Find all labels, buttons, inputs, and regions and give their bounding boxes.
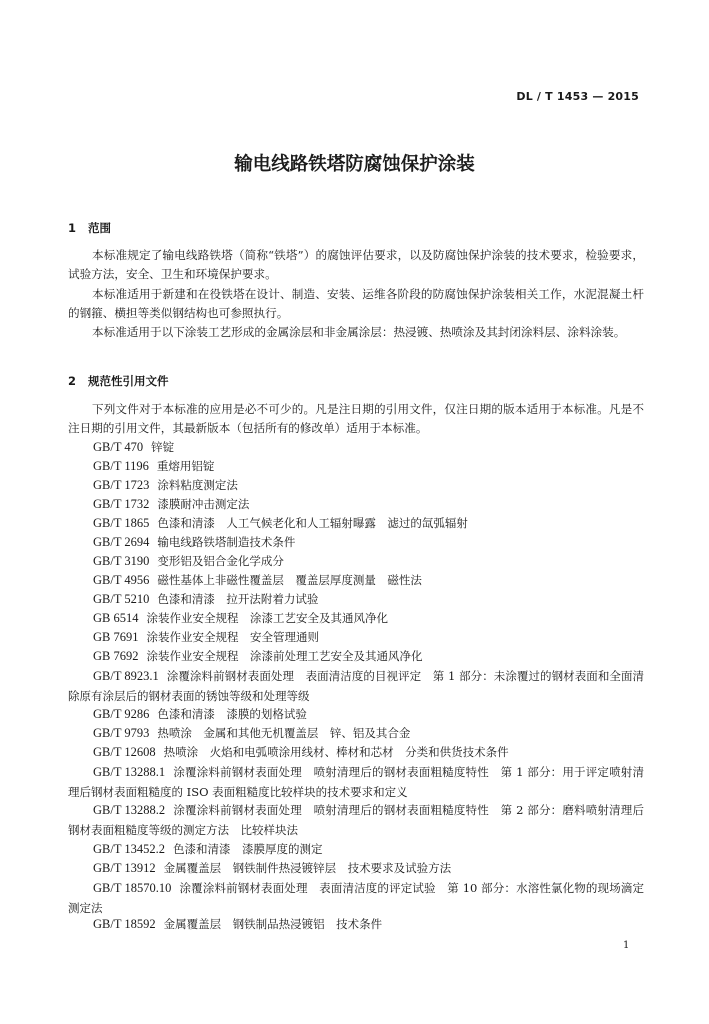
section-number: 2 bbox=[68, 374, 77, 388]
reference-title: 涂覆涂料前钢材表面处理 喷射清理后的钢材表面粗糙度特性 第 1 部分：用于评定喷射清理后钢材表面粗糙度的 ISO 表面粗糙度比较样块的技术要求和定义 bbox=[68, 765, 644, 799]
reference-title: 金属覆盖层 钢铁制品热浸镀铝 技术条件 bbox=[163, 917, 383, 931]
section-title: 规范性引用文件 bbox=[88, 374, 169, 388]
scope-paragraph-2: 本标准适用于新建和在役铁塔在设计、制造、安装、运维各阶段的防腐蚀保护涂装相关工作，水泥混凝土杆的钢箍、横担等类似钢结构也可参照执行。 bbox=[68, 287, 644, 321]
reference-item bbox=[93, 533, 295, 552]
reference-title: 涂覆涂料前钢材表面处理 表面清洁度的评定试验 第 10 部分：水溶性氯化物的现场滴定测定法 bbox=[68, 881, 644, 915]
reference-title: 色漆和清漆 漆膜的划格试验 bbox=[157, 707, 307, 721]
reference-item bbox=[93, 609, 388, 628]
reference-code: GB 7691 bbox=[93, 630, 139, 644]
reference-title: 涂装作业安全规程 涂漆前处理工艺安全及其通风净化 bbox=[146, 649, 423, 663]
reference-title: 热喷涂 金属和其他无机覆盖层 锌、铝及其合金 bbox=[157, 726, 411, 740]
reference-code: GB/T 13288.2 bbox=[93, 803, 166, 817]
reference-item bbox=[68, 878, 644, 918]
reference-item bbox=[93, 590, 318, 609]
reference-code: GB/T 8923.1 bbox=[93, 669, 159, 683]
reference-item bbox=[93, 647, 423, 666]
reference-code: GB/T 1196 bbox=[93, 459, 149, 473]
section-2-heading bbox=[68, 373, 169, 389]
section-number: 1 bbox=[68, 221, 77, 235]
reference-code: GB/T 18592 bbox=[93, 917, 156, 931]
reference-title: 色漆和清漆 拉开法附着力试验 bbox=[157, 592, 319, 606]
reference-code: GB/T 5210 bbox=[93, 592, 150, 606]
references-intro: 下列文件对于本标准的应用是必不可少的。凡是注日期的引用文件，仅注日期的版本适用于本标准。凡是不注日期的引用文件，其最新版本（包括所有的修改单）适用于本标准。 bbox=[68, 402, 644, 436]
document-title: 输电线路铁塔防腐蚀保护涂装 bbox=[234, 154, 475, 175]
reference-title: 锌锭 bbox=[151, 440, 175, 454]
reference-item bbox=[93, 705, 307, 724]
reference-title: 涂覆涂料前钢材表面处理 喷射清理后的钢材表面粗糙度特性 第 2 部分：磨料喷射清理后钢材表面粗糙度等级的测定方法 比较样块法 bbox=[68, 803, 644, 837]
reference-code: GB/T 2694 bbox=[93, 535, 150, 549]
reference-title: 涂装作业安全规程 涂漆工艺安全及其通风净化 bbox=[146, 611, 388, 625]
reference-item bbox=[93, 724, 410, 743]
reference-code: GB 6514 bbox=[93, 611, 139, 625]
reference-code: GB/T 9286 bbox=[93, 707, 150, 721]
reference-item bbox=[93, 438, 174, 457]
section-title: 范围 bbox=[88, 221, 111, 235]
reference-code: GB/T 13912 bbox=[93, 861, 156, 875]
reference-item bbox=[93, 514, 468, 533]
reference-item bbox=[93, 476, 238, 495]
reference-item bbox=[93, 457, 214, 476]
reference-item bbox=[93, 859, 451, 878]
reference-code: GB/T 13452.2 bbox=[93, 842, 165, 856]
reference-title: 磁性基体上非磁性覆盖层 覆盖层厚度测量 磁性法 bbox=[157, 573, 422, 587]
reference-title: 涂料粘度测定法 bbox=[157, 478, 238, 492]
reference-item bbox=[93, 915, 382, 934]
reference-title: 涂覆涂料前钢材表面处理 表面清洁度的目视评定 第 1 部分：未涂覆过的钢材表面和全面清除原有涂层后的钢材表面的锈蚀等级和处理等级 bbox=[68, 669, 644, 703]
reference-item bbox=[93, 743, 509, 762]
reference-item bbox=[68, 800, 644, 840]
reference-item bbox=[93, 552, 284, 571]
reference-code: GB 7692 bbox=[93, 649, 139, 663]
reference-code: GB/T 1723 bbox=[93, 478, 150, 492]
reference-code: GB/T 12608 bbox=[93, 745, 156, 759]
reference-item bbox=[93, 628, 319, 647]
reference-title: 热喷涂 火焰和电弧喷涂用线材、棒材和芯材 分类和供货技术条件 bbox=[163, 745, 509, 759]
reference-title: 色漆和清漆 漆膜厚度的测定 bbox=[173, 842, 323, 856]
reference-item bbox=[93, 495, 249, 514]
reference-item bbox=[68, 762, 644, 802]
reference-title: 涂装作业安全规程 安全管理通则 bbox=[146, 630, 319, 644]
section-1-heading bbox=[68, 220, 111, 236]
reference-code: GB/T 470 bbox=[93, 440, 144, 454]
reference-code: GB/T 18570.10 bbox=[93, 881, 172, 895]
reference-item bbox=[93, 571, 422, 590]
reference-title: 金属覆盖层 钢铁制件热浸镀锌层 技术要求及试验方法 bbox=[163, 861, 452, 875]
reference-code: GB/T 13288.1 bbox=[93, 765, 166, 779]
reference-code: GB/T 3190 bbox=[93, 554, 150, 568]
reference-code: GB/T 1732 bbox=[93, 497, 150, 511]
reference-item bbox=[68, 666, 644, 706]
reference-item bbox=[93, 840, 323, 859]
reference-title: 输电线路铁塔制造技术条件 bbox=[157, 535, 296, 549]
reference-title: 色漆和清漆 人工气候老化和人工辐射曝露 滤过的氙弧辐射 bbox=[157, 516, 468, 530]
reference-title: 漆膜耐冲击测定法 bbox=[157, 497, 250, 511]
reference-code: GB/T 4956 bbox=[93, 573, 150, 587]
scope-paragraph-3: 本标准适用于以下涂装工艺形成的金属涂层和非金属涂层：热浸镀、热喷涂及其封闭涂料层、涂料涂装。 bbox=[92, 325, 626, 339]
standard-number: DL / T 1453 — 2015 bbox=[516, 90, 639, 103]
reference-code: GB/T 1865 bbox=[93, 516, 150, 530]
page-number: 1 bbox=[623, 940, 630, 951]
reference-title: 变形铝及铝合金化学成分 bbox=[157, 554, 284, 568]
reference-code: GB/T 9793 bbox=[93, 726, 150, 740]
reference-title: 重熔用铝锭 bbox=[156, 459, 215, 473]
scope-paragraph-1: 本标准规定了输电线路铁塔（简称“铁塔”）的腐蚀评估要求，以及防腐蚀保护涂装的技术要求，检验要求，试验方法，安全、卫生和环境保护要求。 bbox=[68, 248, 644, 282]
